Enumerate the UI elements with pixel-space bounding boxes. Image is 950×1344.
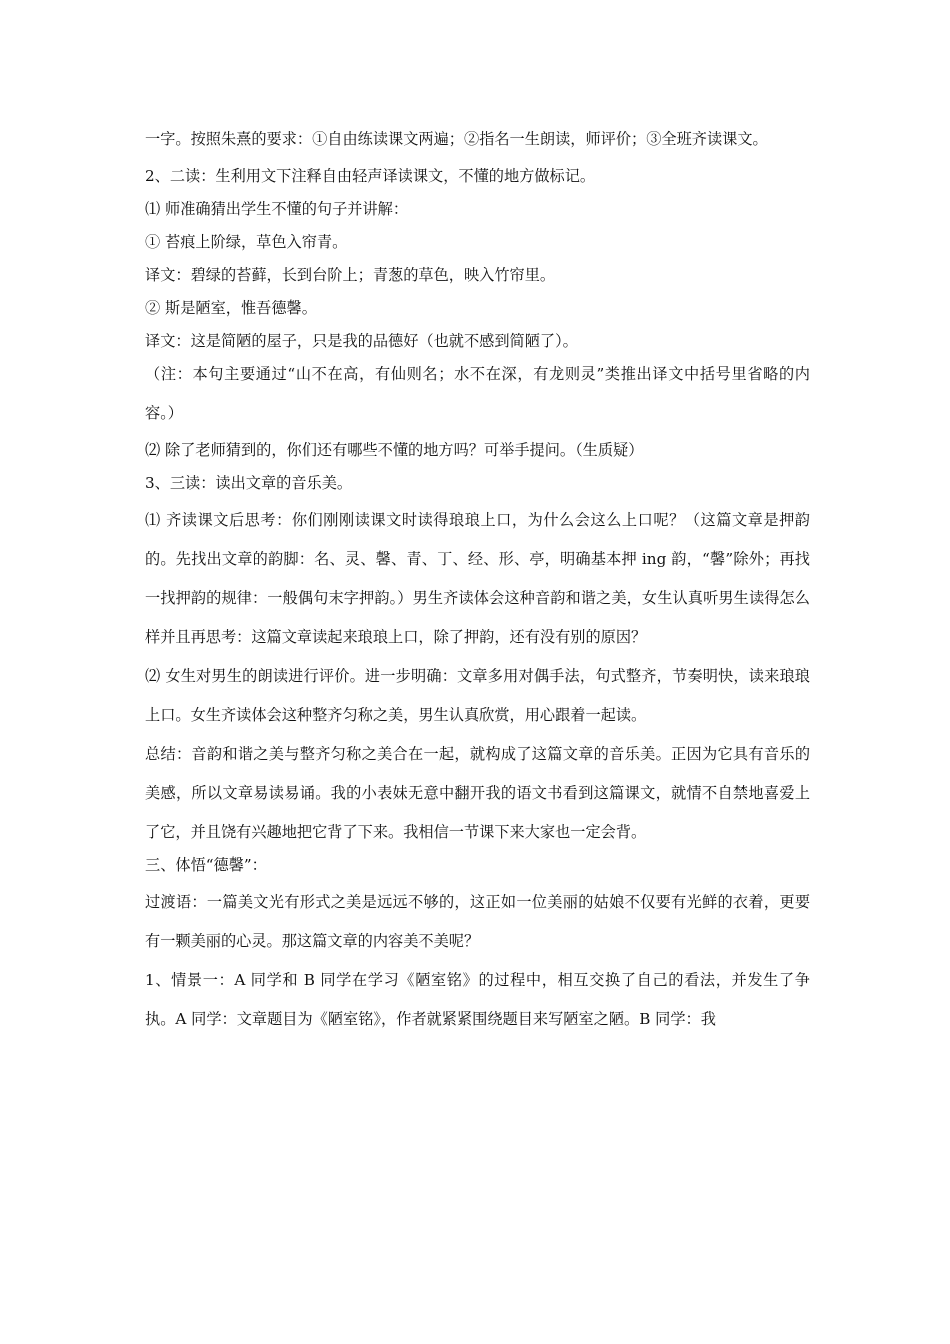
paragraph-reading-steps: 一字。按照朱熹的要求：①自由练读课文两遍；②指名一生朗读，师评价；③全班齐读课文。 (145, 130, 768, 148)
paragraph-sentence-two: ② 斯是陋室，惟吾德馨。 (145, 299, 317, 317)
paragraph-note: （注：本句主要通过“山不在高，有仙则名；水不在深，有龙则灵”类推出译文中括号里省略的内容。） (145, 365, 810, 422)
paragraph-translation-one: 译文：碧绿的苔藓，长到台阶上；青葱的草色，映入竹帘里。 (145, 266, 556, 284)
paragraph-scenario-one: 1、情景一：A 同学和 B 同学在学习《陋室铭》的过程中，相互交换了自己的看法，并发生了争执。A 同学：文章题目为《陋室铭》，作者就紧紧围绕题目来写陋室之陋。B 同学：我 (145, 971, 810, 1028)
paragraph-second-reading: 2、二读：生利用文下注释自由轻声译读课文，不懂的地方做标记。 (145, 167, 596, 185)
paragraph-student-questions: ⑵ 除了老师猜到的，你们还有哪些不懂的地方吗？可举手提问。（生质疑） (145, 441, 644, 459)
paragraph-parallelism: ⑵ 女生对男生的朗读进行评价。进一步明确：文章多用对偶手法，句式整齐，节奏明快，读来琅琅上口。女生齐读体会这种整齐匀称之美，男生认真欣赏，用心跟着一起读。 (145, 667, 810, 724)
paragraph-third-reading: 3、三读：读出文章的音乐美。 (145, 474, 353, 492)
paragraph-transition: 过渡语：一篇美文光有形式之美是远远不够的，这正如一位美丽的姑娘不仅要有光鲜的衣着，更要有一颗美丽的心灵。那这篇文章的内容美不美呢？ (145, 893, 810, 950)
paragraph-summary: 总结：音韵和谐之美与整齐匀称之美合在一起，就构成了这篇文章的音乐美。正因为它具有音乐的美感，所以文章易读易诵。我的小表妹无意中翻开我的语文书看到这篇课文，就情不自禁地喜爱上了它，并且饶有兴趣地把它背了下来。我相信一节课下来大家也一定会背。 (145, 745, 810, 841)
paragraph-translation-two: 译文：这是简陋的屋子，只是我的品德好（也就不感到简陋了）。 (145, 332, 578, 350)
paragraph-sentence-one: ① 苔痕上阶绿，草色入帘青。 (145, 233, 348, 251)
paragraph-teacher-explains: ⑴ 师准确猜出学生不懂的句子并讲解： (145, 200, 409, 218)
section-heading-dexin: 三、体悟“德馨”： (145, 856, 267, 874)
document-body (145, 120, 810, 1039)
paragraph-rhyme-analysis: ⑴ 齐读课文后思考：你们刚刚读课文时读得琅琅上口，为什么会这么上口呢？（这篇文章是押韵的。先找出文章的韵脚：名、灵、馨、青、丁、经、形、亭，明确基本押 ing 韵，“馨”除外；再找一找押韵的规律：一般偶句末字押韵。）男生齐读体会这种音韵和谐之美，女生认真听男生读得怎么样并且再思考：这篇文章读起来琅琅上口，除了押韵，还有没有别的原因？ (145, 511, 810, 646)
